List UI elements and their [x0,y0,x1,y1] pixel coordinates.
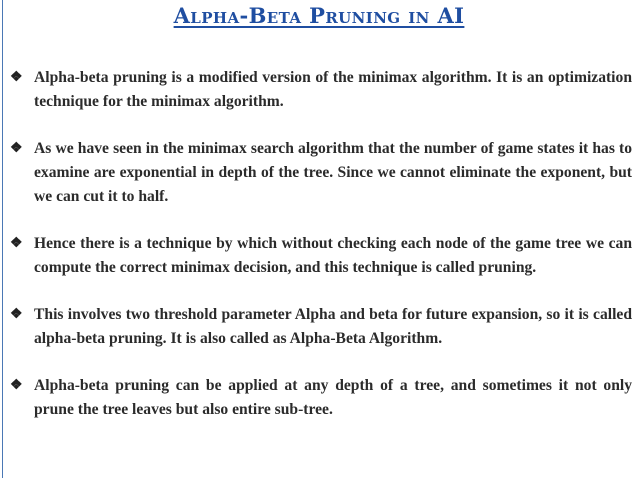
left-border-line [2,0,3,478]
bullet-text: This involves two threshold parameter Alpha and beta for future expansion, so it is called alpha-beta pruning. It is also called as Alpha-Beta Algorithm. [34,306,632,347]
bullet-text: Alpha-beta pruning can be applied at any depth of a tree, and sometimes it not only prune the tree leaves but also entire sub-tree. [34,377,632,418]
bullet-text: As we have seen in the minimax search algorithm that the number of game states it has to examine are exponential in depth of the tree. Since we cannot eliminate the exponent, but we can cut it to half. [34,140,632,205]
list-item [10,137,632,209]
bullet-text: Hence there is a technique by which without checking each node of the game tree we can compute the correct minimax decision, and this technique is called pruning. [34,235,632,276]
four-diamond-bullet-icon: ❖ [10,378,23,393]
list-item [10,66,632,114]
bullet-text: Alpha-beta pruning is a modified version of the minimax algorithm. It is an optimization technique for the minimax algorithm. [34,69,632,110]
four-diamond-bullet-icon: ❖ [10,236,23,251]
four-diamond-bullet-icon: ❖ [10,70,23,85]
four-diamond-bullet-icon: ❖ [10,307,23,322]
bullet-list [10,66,632,422]
page-title: Alpha-Beta Pruning in AI [173,3,465,28]
list-item [10,232,632,280]
four-diamond-bullet-icon: ❖ [10,141,23,156]
list-item [10,374,632,422]
list-item [10,303,632,351]
